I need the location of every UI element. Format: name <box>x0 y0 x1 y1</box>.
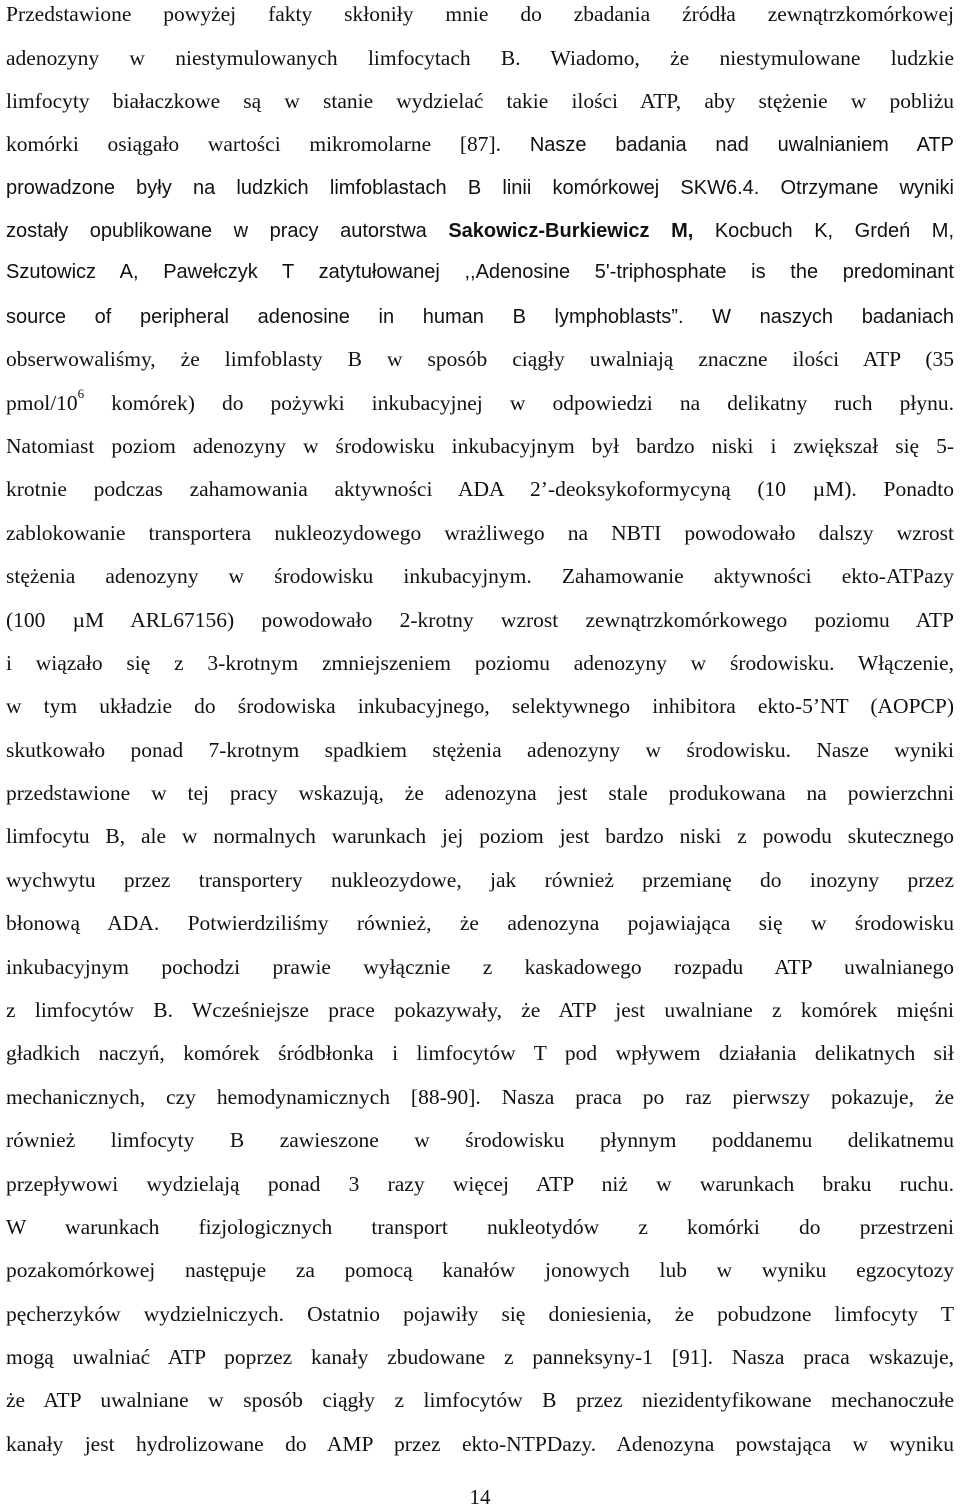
author-name-bold: Sakowicz-Burkiewicz M, <box>448 220 694 242</box>
text-line: przepływowi wydzielają ponad 3 razy więcej ATP niż w warunkach braku ruchu. <box>6 1172 954 1196</box>
text-line: w tym układzie do środowiska inkubacyjnego, selektywnego inhibitora ekto-5’NT (AOPCP) <box>6 694 954 718</box>
text-line: source of peripheral adenosine in human B lymphoblasts”. W naszych badaniach <box>6 306 954 328</box>
text-line: obserwowaliśmy, że limfoblasty B w sposób ciągły uwalniają znaczne ilości ATP (35 <box>6 347 954 371</box>
text-line: pmol/$10^6$ komórek) do pożywki inkubacyjnej w odpowiedzi na delikatny ruch płynu. <box>6 385 954 415</box>
text-line: komórki osiągało wartości mikromolarne [87]. Nasze badania nad uwalnianiem ATP <box>6 132 954 156</box>
text-line: że ATP uwalniane w sposób ciągły z limfocytów B przez niezidentyfikowane mechanoczułe <box>6 1388 954 1412</box>
text-line: mogą uwalniać ATP poprzez kanały zbudowane z panneksyny-1 [91]. Nasza praca wskazuje, <box>6 1345 954 1369</box>
text-line: gładkich naczyń, komórek śródbłonka i limfocytów T pod wpływem działania delikatnych sił <box>6 1041 954 1065</box>
text-line: Natomiast poziom adenozyny w środowisku inkubacyjnym był bardzo niski i zwiększał się 5- <box>6 434 954 458</box>
text-line: błonową ADA. Potwierdziliśmy również, że adenozyna pojawiająca się w środowisku <box>6 911 954 935</box>
text-line: zostały opublikowane w pracy autorstwa Sakowicz-Burkiewicz M, Kocbuch K, Grdeń M, <box>6 220 954 242</box>
text-line: W warunkach fizjologicznych transport nukleotydów z komórki do przestrzeni <box>6 1215 954 1239</box>
text-line: mechanicznych, czy hemodynamicznych [88-90]. Nasza praca po raz pierwszy pokazuje, że <box>6 1085 954 1109</box>
text-line: skutkowało ponad 7-krotnym spadkiem stężenia adenozyny w środowisku. Nasze wyniki <box>6 738 954 762</box>
text-line: prowadzone były na ludzkich limfoblastach B linii komórkowej SKW6.4. Otrzymane wyniki <box>6 177 954 199</box>
text-line: Przedstawione powyżej fakty skłoniły mnie do zbadania źródła zewnątrzkomórkowej <box>6 2 954 26</box>
text-line: pęcherzyków wydzielniczych. Ostatnio pojawiły się doniesienia, że pobudzone limfocyty T <box>6 1302 954 1326</box>
text-line: limfocytu B, ale w normalnych warunkach jej poziom jest bardzo niski z powodu skutecznego <box>6 824 954 848</box>
text-line: kanały jest hydrolizowane do AMP przez ekto-NTPDazy. Adenozyna powstająca w wyniku <box>6 1432 954 1456</box>
text-line: zablokowanie transportera nukleozydowego wrażliwego na NBTI powodowało dalszy wzrost <box>6 521 954 545</box>
text-line: inkubacyjnym pochodzi prawie wyłącznie z kaskadowego rozpadu ATP uwalnianego <box>6 955 954 979</box>
superscript: 6 <box>77 385 85 401</box>
text-line: Szutowicz A, Pawełczyk T zatytułowanej ,,Adenosine 5'-triphosphate is the predominant <box>6 261 954 283</box>
text-line: limfocyty białaczkowe są w stanie wydzielać takie ilości ATP, aby stężenie w pobliżu <box>6 89 954 113</box>
text-line: i wiązało się z 3-krotnym zmniejszeniem poziomu adenozyny w środowisku. Włączenie, <box>6 651 954 675</box>
text-line: (100 µM ARL67156) powodowało 2-krotny wzrost zewnątrzkomórkowego poziomu ATP <box>6 608 954 632</box>
text-line: również limfocyty B zawieszone w środowisku płynnym poddanemu delikatnemu <box>6 1128 954 1152</box>
text-line: wychwytu przez transportery nukleozydowe, jak również przemianę do inozyny przez <box>6 868 954 892</box>
text-line: z limfocytów B. Wcześniejsze prace pokazywały, że ATP jest uwalniane z komórek mięśni <box>6 998 954 1022</box>
text-line: przedstawione w tej pracy wskazują, że adenozyna jest stale produkowana na powierzchni <box>6 781 954 805</box>
text-line: krotnie podczas zahamowania aktywności ADA 2’-deoksykoformycyną (10 µM). Ponadto <box>6 477 954 501</box>
text-line: stężenia adenozyny w środowisku inkubacyjnym. Zahamowanie aktywności ekto-ATPazy <box>6 564 954 588</box>
text-line: adenozyny w niestymulowanych limfocytach B. Wiadomo, że niestymulowane ludzkie <box>6 46 954 70</box>
text-line: pozakomórkowej następuje za pomocą kanałów jonowych lub w wyniku egzocytozy <box>6 1258 954 1282</box>
page-number: 14 <box>469 1485 491 1509</box>
